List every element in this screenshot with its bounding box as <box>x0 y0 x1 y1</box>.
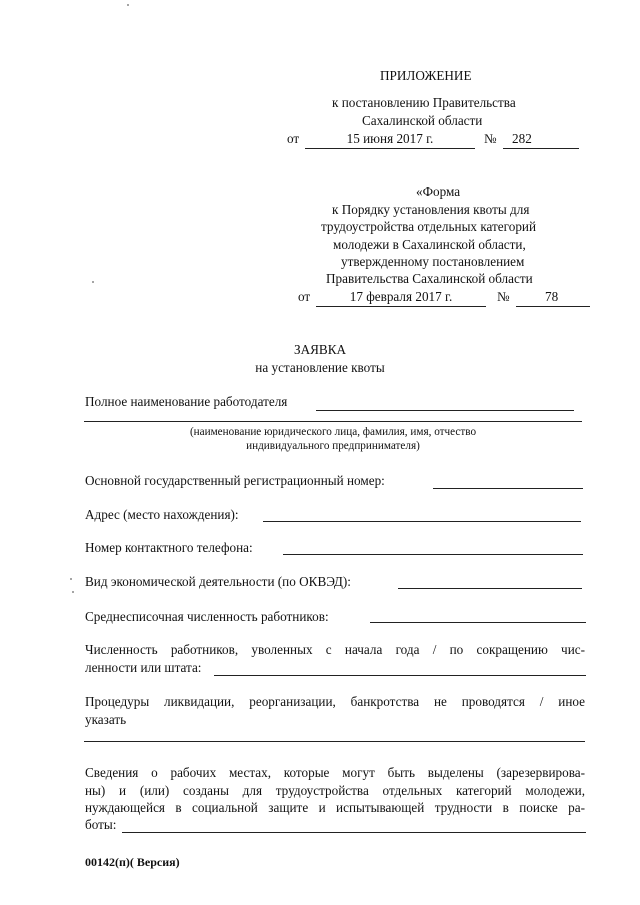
appendix-date: 15 июня 2017 г. <box>346 131 434 146</box>
form-ref-line4: молодежи в Сахалинской области, <box>333 237 526 252</box>
application-title: ЗАЯВКА <box>293 342 347 357</box>
form-ref-date-underline <box>316 306 486 307</box>
scan-speck <box>70 578 72 580</box>
okved-label: Вид экономической деятельности (по ОКВЭД): <box>85 574 351 589</box>
scan-speck <box>92 281 94 283</box>
liquidation-field[interactable] <box>84 741 585 742</box>
form-ref-line6: Правительства Сахалинской области <box>326 271 533 286</box>
application-subtitle: на установление квоты <box>255 360 385 375</box>
form-ref-from-label: от <box>298 289 311 304</box>
employer-caption-line1: (наименование юридического лица, фамилия, имя, отчество <box>189 426 477 438</box>
employer-name-field[interactable] <box>316 410 574 411</box>
jobs-field[interactable] <box>122 832 586 833</box>
okved-field[interactable] <box>398 588 582 589</box>
form-ref-line2: к Порядку установления квоты для <box>332 202 530 217</box>
form-ref-line1: «Форма <box>416 184 461 199</box>
jobs-line2: ны) и (или) созданы для трудоустройства отдельных категорий молодежи, <box>85 783 585 798</box>
liquidation-line1: Процедуры ликвидации, реорганизации, банкротства не проводятся / иное <box>85 694 585 709</box>
employer-name-field-line2[interactable] <box>84 421 582 422</box>
jobs-line3: нуждающейся в социальной защите и испытывающей трудности в поиске ра- <box>85 800 585 815</box>
appendix-number: 282 <box>512 131 532 146</box>
phone-field[interactable] <box>283 554 583 555</box>
ogrn-field[interactable] <box>433 488 583 489</box>
appendix-line1: к постановлению Правительства <box>332 95 516 110</box>
appendix-line2: Сахалинской области <box>362 113 483 128</box>
employer-name-label: Полное наименование работодателя <box>85 394 288 409</box>
address-field[interactable] <box>263 521 581 522</box>
form-ref-date: 17 февраля 2017 г. <box>349 289 453 304</box>
scan-speck <box>72 591 74 593</box>
footer-code: 00142(п)( Версия) <box>85 855 180 869</box>
dismissed-line1: Численность работников, уволенных с начала года / по сокращению чис- <box>85 642 585 657</box>
dismissed-field[interactable] <box>214 675 586 676</box>
phone-label: Номер контактного телефона: <box>85 540 253 555</box>
employer-caption-line2: индивидуального предпринимателя) <box>246 440 420 452</box>
appendix-date-underline <box>305 148 475 149</box>
ogrn-label: Основной государственный регистрационный номер: <box>85 473 385 488</box>
form-ref-line3: трудоустройства отдельных категорий <box>321 219 537 234</box>
dismissed-line2: ленности или штата: <box>85 660 202 675</box>
form-ref-number: 78 <box>545 289 559 304</box>
liquidation-line2: указать <box>85 712 127 727</box>
appendix-title: ПРИЛОЖЕНИЕ <box>380 68 472 83</box>
form-ref-number-underline <box>516 306 590 307</box>
jobs-line4: боты: <box>85 817 117 832</box>
form-ref-line5: утвержденному постановлением <box>341 254 525 269</box>
headcount-field[interactable] <box>370 622 586 623</box>
address-label: Адрес (место нахождения): <box>85 507 239 522</box>
form-ref-num-label: № <box>497 289 510 304</box>
scan-speck <box>127 4 129 6</box>
jobs-line1: Сведения о рабочих местах, которые могут быть выделены (зарезервирова- <box>85 765 585 780</box>
headcount-label: Среднесписочная численность работников: <box>85 609 329 624</box>
appendix-from-label: от <box>287 131 300 146</box>
appendix-num-label: № <box>484 131 497 146</box>
appendix-number-underline <box>503 148 579 149</box>
